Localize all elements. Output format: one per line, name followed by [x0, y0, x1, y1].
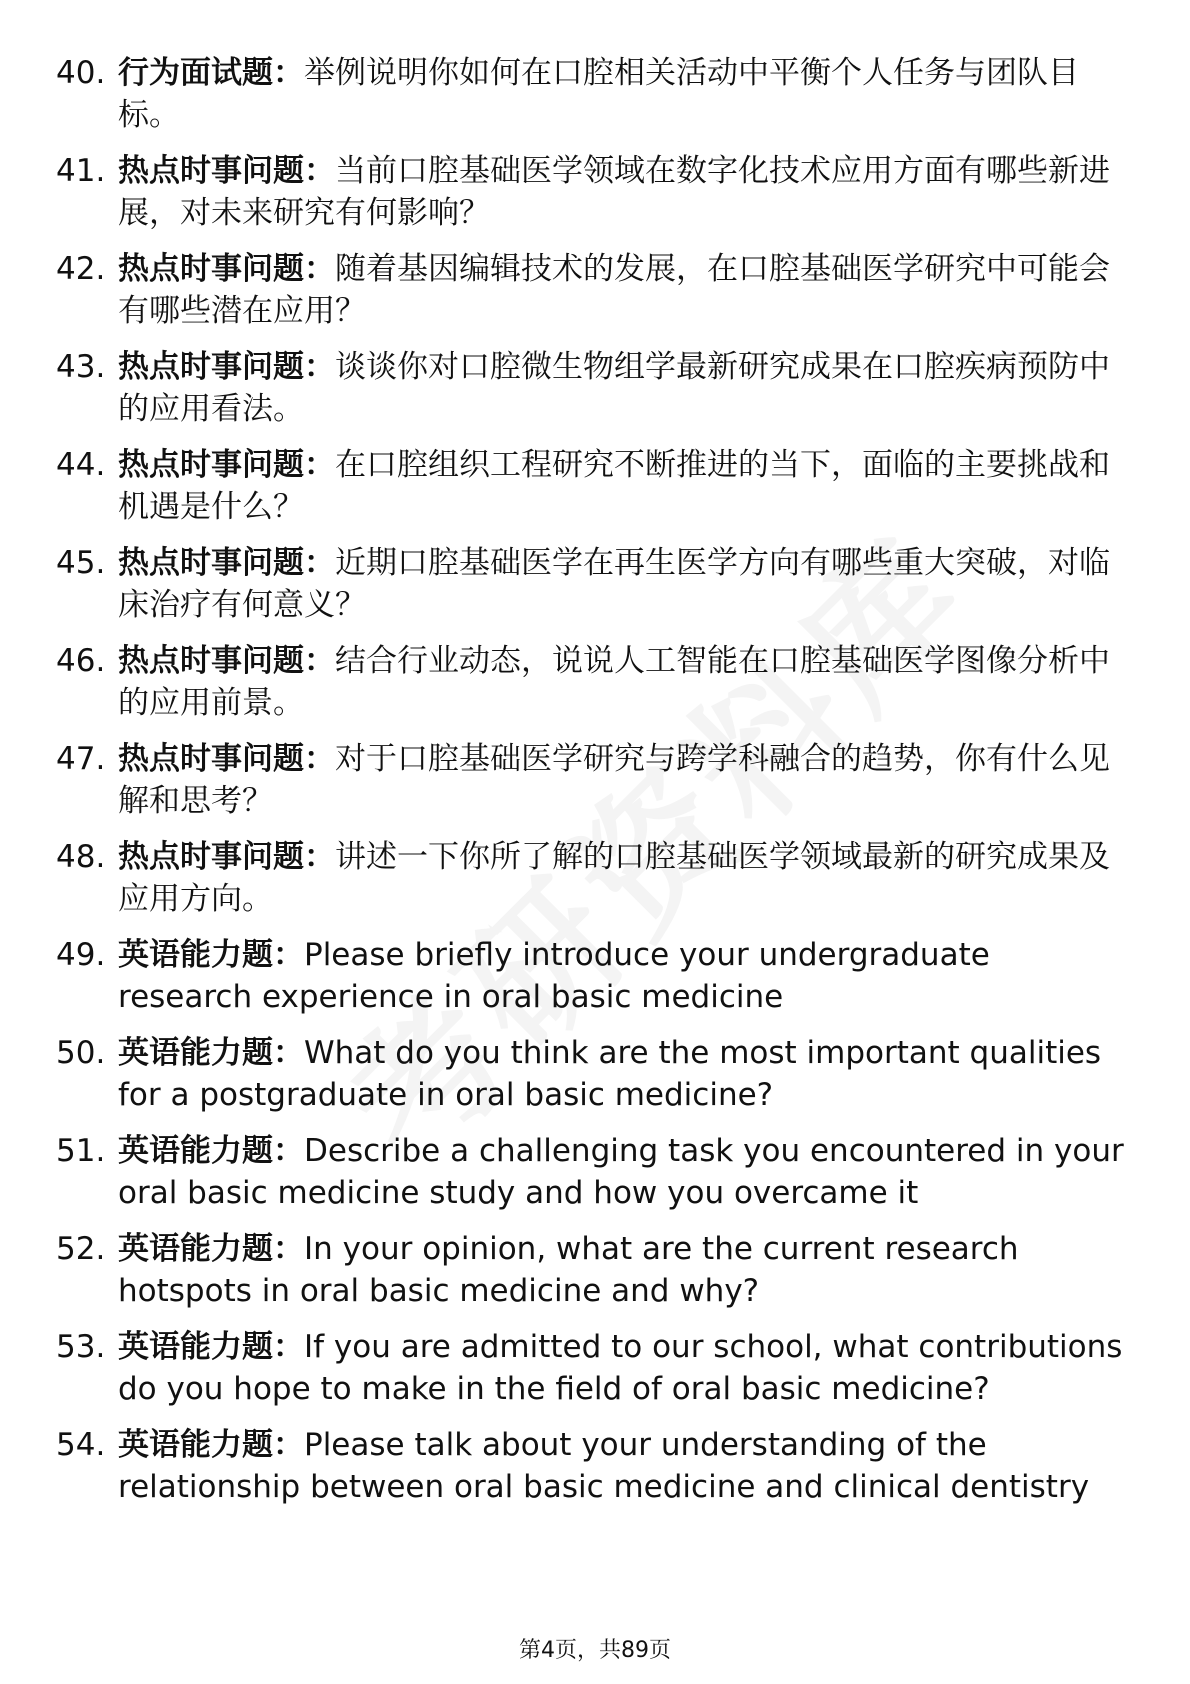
question-text: Describe a challenging task you encountered in your oral basic medicine study and how you overcame it [118, 1133, 1124, 1211]
question-number: 49. [56, 937, 106, 973]
question-item [56, 1032, 1126, 1116]
question-text: 举例说明你如何在口腔相关活动中平衡个人任务与团队目标。 [118, 55, 1079, 133]
question-text: Please briefly introduce your undergraduate research experience in oral basic medicine [118, 937, 990, 1015]
question-body [118, 542, 1126, 626]
question-body [118, 738, 1126, 822]
question-text: 讲述一下你所了解的口腔基础医学领域最新的研究成果及应用方向。 [118, 839, 1110, 917]
question-text: 结合行业动态，说说人工智能在口腔基础医学图像分析中的应用前景。 [118, 643, 1110, 721]
question-item [56, 738, 1126, 822]
question-text: 在口腔组织工程研究不断推进的当下，面临的主要挑战和机遇是什么？ [118, 447, 1110, 525]
question-item [56, 52, 1126, 136]
question-body [118, 934, 1126, 1018]
question-body [118, 1032, 1126, 1116]
question-body [118, 444, 1126, 528]
question-number: 47. [56, 741, 106, 777]
question-category: 英语能力题： [118, 1231, 304, 1267]
question-item [56, 248, 1126, 332]
question-item [56, 836, 1126, 920]
question-category: 热点时事问题： [118, 839, 335, 875]
question-category: 英语能力题： [118, 1035, 304, 1071]
question-number: 41. [56, 153, 106, 189]
question-body [118, 1326, 1126, 1410]
question-item [56, 1130, 1126, 1214]
question-number: 43. [56, 349, 106, 385]
question-item [56, 1228, 1126, 1312]
question-item [56, 346, 1126, 430]
question-text: 近期口腔基础医学在再生医学方向有哪些重大突破，对临床治疗有何意义？ [118, 545, 1110, 623]
question-category: 热点时事问题： [118, 251, 335, 287]
question-category: 英语能力题： [118, 1427, 304, 1463]
question-text: 当前口腔基础医学领域在数字化技术应用方面有哪些新进展，对未来研究有何影响？ [118, 153, 1110, 231]
question-number: 48. [56, 839, 106, 875]
question-body [118, 248, 1126, 332]
question-body [118, 1424, 1126, 1508]
question-text: Please talk about your understanding of the relationship between oral basic medicine and clinical dentistry [118, 1427, 1090, 1505]
question-body [118, 346, 1126, 430]
question-body [118, 52, 1126, 136]
question-item [56, 640, 1126, 724]
question-body [118, 640, 1126, 724]
question-category: 热点时事问题： [118, 447, 335, 483]
question-number: 50. [56, 1035, 106, 1071]
question-item [56, 1326, 1126, 1410]
question-text: 对于口腔基础医学研究与跨学科融合的趋势，你有什么见解和思考？ [118, 741, 1110, 819]
question-number: 52. [56, 1231, 106, 1267]
question-text: What do you think are the most important qualities for a postgraduate in oral basic medicine? [118, 1035, 1102, 1113]
page-footer: 第4页，共89页 [519, 1638, 671, 1663]
question-item [56, 150, 1126, 234]
question-number: 46. [56, 643, 106, 679]
question-body [118, 836, 1126, 920]
question-category: 热点时事问题： [118, 349, 335, 385]
question-item [56, 934, 1126, 1018]
question-text: 随着基因编辑技术的发展，在口腔基础医学研究中可能会有哪些潜在应用？ [118, 251, 1110, 329]
question-number: 44. [56, 447, 106, 483]
question-category: 英语能力题： [118, 1133, 304, 1169]
question-text: 谈谈你对口腔微生物组学最新研究成果在口腔疾病预防中的应用看法。 [118, 349, 1110, 427]
question-number: 51. [56, 1133, 106, 1169]
question-item [56, 542, 1126, 626]
question-category: 热点时事问题： [118, 741, 335, 777]
question-number: 45. [56, 545, 106, 581]
question-text: If you are admitted to our school, what contributions do you hope to make in the field of oral basic medicine? [118, 1329, 1123, 1407]
question-body [118, 1130, 1126, 1214]
question-number: 40. [56, 55, 106, 91]
question-category: 热点时事问题： [118, 643, 335, 679]
question-number: 54. [56, 1427, 106, 1463]
question-item [56, 444, 1126, 528]
question-text: In your opinion, what are the current research hotspots in oral basic medicine and why? [118, 1231, 1019, 1309]
question-category: 热点时事问题： [118, 545, 335, 581]
question-number: 42. [56, 251, 106, 287]
question-number: 53. [56, 1329, 106, 1365]
question-body [118, 150, 1126, 234]
question-list [56, 52, 1126, 1522]
question-category: 英语能力题： [118, 1329, 304, 1365]
question-category: 行为面试题： [118, 55, 304, 91]
question-category: 英语能力题： [118, 937, 304, 973]
question-item [56, 1424, 1126, 1508]
question-category: 热点时事问题： [118, 153, 335, 189]
question-body [118, 1228, 1126, 1312]
